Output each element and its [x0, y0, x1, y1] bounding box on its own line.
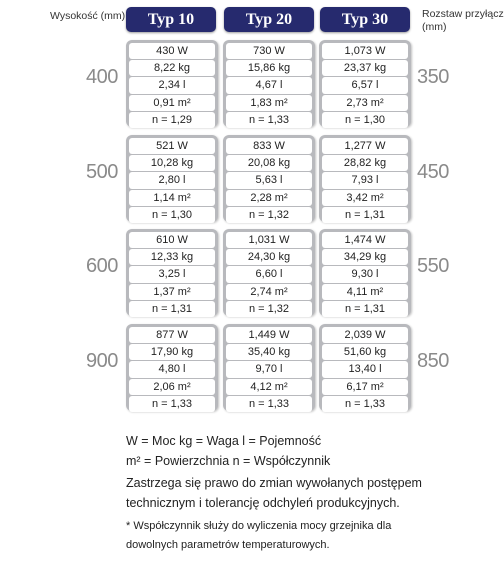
- spec-cell: 8,22 kg: [129, 60, 215, 76]
- spec-cell: 23,37 kg: [322, 60, 408, 76]
- legend-line-2: m² = Powierzchnia n = Współczynnik: [126, 454, 331, 468]
- spacing-header-line1: Rozstaw przyłącz: [422, 8, 504, 20]
- spacing-value: 850: [417, 350, 449, 372]
- spec-cell: 0,91 m²: [129, 95, 215, 111]
- height-value: 500: [86, 161, 118, 183]
- spec-cell: 20,08 kg: [226, 155, 312, 171]
- type-column-block: [319, 324, 411, 411]
- type-column-block: [223, 324, 315, 411]
- spec-cell: 1,474 W: [322, 232, 408, 248]
- spacing-value: 350: [417, 66, 449, 88]
- type-column-block: [223, 135, 315, 222]
- type-column-block: [319, 40, 411, 127]
- spec-cell: 10,28 kg: [129, 155, 215, 171]
- spec-cell: 6,60 l: [226, 266, 312, 282]
- spacing-header-line2: (mm): [422, 21, 447, 33]
- spec-cell: 833 W: [226, 138, 312, 154]
- spec-cell: 4,11 m²: [322, 284, 408, 300]
- spec-cell: 4,80 l: [129, 361, 215, 377]
- spec-cell: 15,86 kg: [226, 60, 312, 76]
- height-value: 600: [86, 255, 118, 277]
- spec-cell: 2,039 W: [322, 327, 408, 343]
- type-header-30: Typ 30: [320, 7, 410, 32]
- spec-cell: 3,25 l: [129, 266, 215, 282]
- spec-cell: 34,29 kg: [322, 249, 408, 265]
- spec-cell: 9,30 l: [322, 266, 408, 282]
- spec-cell: 13,40 l: [322, 361, 408, 377]
- footnote-line-2: dowolnych parametrów temperaturowych.: [126, 539, 330, 551]
- spec-cell: 1,83 m²: [226, 95, 312, 111]
- spec-cell: 12,33 kg: [129, 249, 215, 265]
- spec-cell: 9,70 l: [226, 361, 312, 377]
- legend-line-3: Zastrzega się prawo do zmian wywołanych postępem: [126, 476, 422, 490]
- spec-cell: n = 1,31: [129, 301, 215, 317]
- type-header-20: Typ 20: [224, 7, 314, 32]
- row-group: [0, 324, 490, 411]
- spec-cell: 3,42 m²: [322, 190, 408, 206]
- spec-cell: 4,67 l: [226, 77, 312, 93]
- spec-cell: 521 W: [129, 138, 215, 154]
- spec-cell: 4,12 m²: [226, 379, 312, 395]
- height-header: Wysokość (mm): [50, 10, 126, 22]
- type-column-block: [126, 324, 218, 411]
- type-column-block: [223, 40, 315, 127]
- spec-cell: 610 W: [129, 232, 215, 248]
- spec-cell: 28,82 kg: [322, 155, 408, 171]
- spec-cell: n = 1,33: [129, 396, 215, 412]
- spec-cell: n = 1,33: [322, 396, 408, 412]
- spec-cell: n = 1,32: [226, 207, 312, 223]
- spec-cell: 1,073 W: [322, 43, 408, 59]
- spec-cell: 1,277 W: [322, 138, 408, 154]
- spec-cell: 1,449 W: [226, 327, 312, 343]
- height-value: 900: [86, 350, 118, 372]
- spec-cell: 1,14 m²: [129, 190, 215, 206]
- type-column-block: [126, 40, 218, 127]
- type-header-10: Typ 10: [126, 7, 216, 32]
- spec-cell: n = 1,31: [322, 207, 408, 223]
- spec-cell: 6,17 m²: [322, 379, 408, 395]
- spec-cell: n = 1,32: [226, 301, 312, 317]
- spec-cell: 2,73 m²: [322, 95, 408, 111]
- spacing-header: [422, 8, 504, 34]
- spec-cell: 430 W: [129, 43, 215, 59]
- spec-cell: 6,57 l: [322, 77, 408, 93]
- spacing-value: 450: [417, 161, 449, 183]
- row-group: [0, 40, 490, 127]
- legend-line-1: W = Moc kg = Waga l = Pojemność: [126, 434, 322, 448]
- spec-cell: n = 1,30: [322, 112, 408, 128]
- spec-cell: 2,74 m²: [226, 284, 312, 300]
- type-column-block: [319, 229, 411, 316]
- spec-cell: 2,06 m²: [129, 379, 215, 395]
- spec-cell: n = 1,31: [322, 301, 408, 317]
- spec-cell: 877 W: [129, 327, 215, 343]
- spec-cell: 7,93 l: [322, 172, 408, 188]
- spec-cell: 17,90 kg: [129, 344, 215, 360]
- footnote-line-1: * Współczynnik służy do wyliczenia mocy grzejnika dla: [126, 520, 392, 532]
- spec-cell: 2,80 l: [129, 172, 215, 188]
- type-column-block: [126, 229, 218, 316]
- spec-cell: 51,60 kg: [322, 344, 408, 360]
- spec-cell: 2,34 l: [129, 77, 215, 93]
- spacing-value: 550: [417, 255, 449, 277]
- type-column-block: [319, 135, 411, 222]
- spec-cell: 2,28 m²: [226, 190, 312, 206]
- row-group: [0, 229, 490, 316]
- spec-cell: n = 1,33: [226, 112, 312, 128]
- spec-cell: n = 1,29: [129, 112, 215, 128]
- spec-cell: 24,30 kg: [226, 249, 312, 265]
- spec-cell: 5,63 l: [226, 172, 312, 188]
- spec-cell: 1,031 W: [226, 232, 312, 248]
- spec-cell: n = 1,30: [129, 207, 215, 223]
- type-column-block: [126, 135, 218, 222]
- type-column-block: [223, 229, 315, 316]
- height-value: 400: [86, 66, 118, 88]
- spec-cell: n = 1,33: [226, 396, 312, 412]
- spec-cell: 1,37 m²: [129, 284, 215, 300]
- legend-line-4: technicznym i tolerancję odchyleń produkcyjnych.: [126, 496, 400, 510]
- row-group: [0, 135, 490, 222]
- spec-cell: 35,40 kg: [226, 344, 312, 360]
- spec-cell: 730 W: [226, 43, 312, 59]
